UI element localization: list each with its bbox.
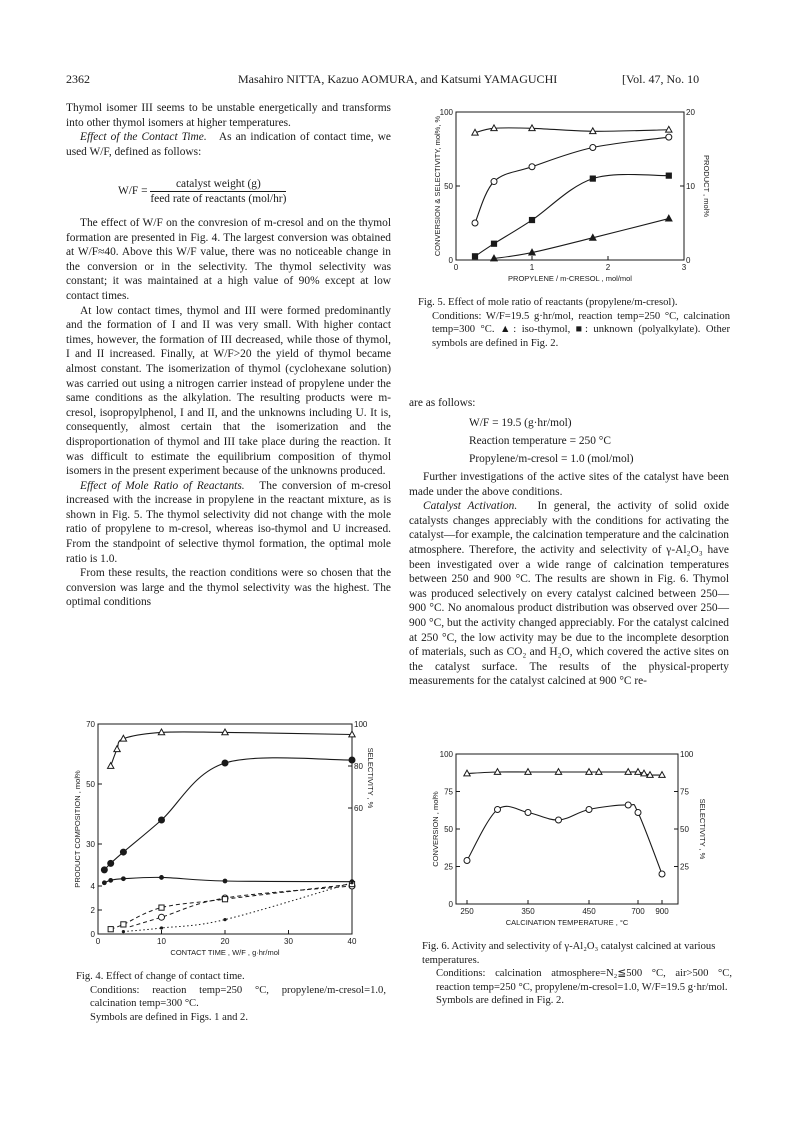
paragraph: Thymol isomer III seems to be unstable energetically and transforms into other thymol isomers at higher temperatures. [66,102,391,129]
y2-axis-label: SELECTIVITY , % [698,798,707,860]
fig6-chart [424,746,724,936]
series-line [467,805,662,874]
data-point [586,807,592,813]
data-point [108,860,114,866]
data-point [160,876,164,880]
data-point [108,927,113,932]
y-axis-label: PRODUCT COMPOSITION , mol% [73,770,82,888]
caption-title: Fig. 5. Effect of mole ratio of reactants (propylene/m-cresol). [418,297,678,308]
data-point [159,905,164,910]
plot-frame [98,724,352,934]
section-contact-time [66,130,391,159]
data-point [472,254,477,259]
paragraph: are as follows: [409,397,476,409]
data-point [590,176,595,181]
x-tick-label: 250 [460,907,474,916]
section-catalyst-activation [409,499,729,689]
data-point [556,817,562,823]
y2-axis-label: SELECTIVITY , % [366,747,375,809]
x-tick-label: 30 [284,937,293,946]
caption-symbols: Symbols are defined in Figs. 1 and 2. [90,1011,249,1023]
data-point [122,877,126,881]
data-point [491,179,497,185]
y-tick-label: 75 [444,787,453,797]
data-point [525,810,531,816]
data-point [464,858,470,864]
paragraph: In general, the activity of solid oxide catalysts changes appreciably with the conditions for activating the catalyst—for example, the calcination temperature and the calcination atmosphere. Therefore, the activity and selectivity of γ-Al₂O₃ have been investigated over a wide range of calcination temperatures between 250 and 900 °C. The results are shown in Fig. 6. Thymol was produced selectively on every catalyst calcined between 250—900 °C. No anomalous product distribution was observed over 250—900 °C, but the activity changed appreciably. For the catalyst calcined at 250 °C, the low activity may be due to the incomplete desorption of materials, such as CO₂ and H₂O, which covered the active sites on the catalyst surface. The results of the physical-property measurements for the catalyst calcined at 900 °C re- [409,500,729,688]
section-heading: Effect of the Contact Time. [80,131,207,144]
y-tick-label: 30 [86,840,95,849]
y-tick-label: 100 [439,108,453,117]
x-tick-label: 0 [95,937,101,946]
running-head-volume: [Vol. 47, No. 10 [622,72,700,86]
x-tick-label: 10 [157,937,166,946]
y-tick-label: 2 [90,906,95,915]
y2-tick-label: 100 [680,750,694,759]
left-column-body [66,216,391,610]
x-tick-label: 900 [655,907,669,916]
data-point [495,807,501,813]
caption-symbols: Symbols are defined in Fig. 2. [436,995,564,1007]
condition-line: Reaction temperature = 250 °C [469,435,611,447]
fig4-caption [76,970,386,1024]
formula-lhs: W/F = [118,185,148,198]
series-line [111,884,352,929]
y-tick-label: 70 [86,720,95,729]
y-tick-label: 50 [444,182,453,191]
x-tick-label: 0 [453,263,459,272]
y2-axis-label: PRODUCT , mol% [702,155,711,217]
caption-title: Fig. 6. Activity and selectivity of γ-Al₂O₃ catalyst calcined at various temperatures. [422,941,716,966]
data-point [222,760,228,766]
data-point [121,922,126,927]
caption-conditions: Conditions: calcination atmosphere=N₂≦500 °C, air>500 °C, reaction temp=250 °C, propylene/m-cresol=1.0, W/F=19.5 g·hr/mol. [436,968,732,993]
data-point [590,145,596,151]
formula-numerator: catalyst weight (g) [150,178,286,192]
y2-tick-label: 75 [680,787,689,797]
data-point [349,757,355,763]
y-axis-label: CONVERSION & SELECTIVITY, mol%, % [433,115,442,257]
x-axis-label: CALCINATION TEMPERATURE , °C [505,918,629,927]
y2-tick-label: 25 [680,862,689,872]
series-line [475,174,669,256]
data-point [472,220,478,226]
paragraph: As an indication of contact time, we used W/F, defined as follows: [66,131,391,158]
series-line [494,219,669,259]
data-point [222,897,227,902]
x-tick-label: 3 [681,263,687,272]
data-point [109,878,113,882]
series-line [104,758,352,870]
y-tick-label: 4 [90,882,95,891]
y2-tick-label: 0 [686,256,691,265]
y-tick-label: 50 [86,780,95,789]
x-axis-label: PROPYLENE / m-CRESOL , mol/mol [508,274,632,283]
x-tick-label: 450 [582,907,596,916]
data-point [491,241,496,246]
right-column-body [409,470,729,689]
y-axis-label: CONVERSION , mol% [431,791,440,867]
data-point [635,810,641,816]
series-line [475,137,669,223]
y-tick-label: 0 [448,900,453,909]
paragraph: Further investigations of the active sites of the catalyst have been made under the above conditions. [409,471,729,498]
data-point [666,134,672,140]
fig4-chart [66,718,378,964]
condition-line: W/F = 19.5 (g·hr/mol) [469,417,572,429]
data-point [625,802,631,808]
y-tick-label: 25 [444,862,453,872]
page-number: 2362 [66,72,90,86]
y2-tick-label: 60 [354,804,363,813]
data-point [666,215,672,221]
x-tick-label: 2 [605,263,611,272]
paragraph: The effect of W/F on the convresion of m-cresol and on the thymol formation are presented in Fig. 4. The largest conversion was obtained at W/F≈40. Above this W/F value, there was no noticeable change in the conversion or in the selectivity. The thymol selectivity was constant; it was maintained at a high value of 90% except at low contact times. [66,217,391,302]
fig5-chart [418,100,723,292]
x-tick-label: 350 [521,907,535,916]
data-point [529,164,535,170]
data-point [666,173,671,178]
series-line [475,128,669,133]
data-point [223,879,227,883]
section-mole-ratio [66,479,391,567]
running-head-authors: Masahiro NITTA, Kazuo AOMURA, and Katsumi YAMAGUCHI [238,72,558,86]
y2-tick-label: 10 [686,182,695,191]
data-point [101,867,107,873]
section-heading: Effect of Mole Ratio of Reactants. [80,479,245,492]
x-tick-label: 20 [220,937,230,946]
y-tick-label: 0 [448,256,453,265]
paragraph: The conversion of m-cresol increased with the increase in propylene in the reactant mixture, as is shown in Fig. 5. The thymol selectivity did not change with the mole ratio of propylene to m-cresol, whereas iso-thymol and U increased. From the standpoint of selective thymol formation, the optimal mole ratio is 1.0. [66,479,392,565]
caption-title: Fig. 4. Effect of change of contact time. [76,971,245,982]
data-point [350,881,353,884]
y2-tick-label: 20 [686,108,695,117]
data-point [160,926,163,929]
data-point [659,871,665,877]
caption-conditions: Conditions: W/F=19.5 g·hr/mol, reaction temp=250 °C, calcination temp=300 °C. ▲: iso-thymol, ■: unknown (polyalkylate). Other symbols are defined in Fig. 2. [432,310,730,349]
right-column-top [409,396,729,411]
y2-tick-label: 80 [354,762,363,771]
formula-denominator: feed rate of reactants (mol/hr) [150,193,287,205]
caption-conditions: Conditions: reaction temp=250 °C, propylene/m-cresol=1.0, calcination temp=300 °C. [90,984,386,1010]
wf-formula [118,178,286,205]
y2-tick-label: 50 [680,825,689,834]
data-point [108,763,114,769]
data-point [120,849,126,855]
fig5-caption [418,296,730,350]
x-tick-label: 40 [347,937,357,946]
data-point [159,914,165,920]
y-tick-label: 50 [444,825,453,834]
y2-tick-label: 100 [354,720,368,729]
conditions-block [469,414,729,468]
x-tick-label: 1 [529,263,535,272]
data-point [114,746,120,752]
section-heading: Catalyst Activation. [423,500,518,513]
left-column-top [66,101,391,159]
paragraph: At low contact times, thymol and III were formed predominantly and the formation of I and II was very small. With higher contact times, however, the formation of III decreased, while those of thymol, I and II increased. Finally, at W/F>20 the yield of thymol became almost constant. The isomerization of thymol (cyclohexane solution) was carried out using a nitrogen carrier instead of propylene under the same conditions as the alkylation. The resulting products were m-cresol, isopropylphenol, I and II, and the unknowns including U. It is, consequently, almost certain that the isomerization and the disproportionation of thymol and III take place during the reaction. It was difficult to estimate the equilibrium composition of thymol isomers in the present experiment because of the unknowns produced. [66,304,391,478]
series-line [123,883,352,932]
data-point [122,930,125,933]
series-line [104,877,352,882]
y-tick-label: 100 [439,750,453,759]
formula-fraction [150,178,286,205]
fig6-caption [422,940,732,1008]
data-point [223,918,226,921]
condition-line: Propylene/m-cresol = 1.0 (mol/mol) [469,453,634,465]
data-point [529,217,534,222]
x-axis-label: CONTACT TIME , W/F , g·hr/mol [170,948,280,957]
x-tick-label: 700 [631,907,645,916]
y-tick-label: 0 [90,930,95,939]
paragraph: From these results, the reaction conditions were so chosen that the conversion was large and the thymol selectivity was the highest. The optimal conditions [66,567,391,609]
data-point [102,881,106,885]
data-point [666,126,672,132]
data-point [159,817,165,823]
